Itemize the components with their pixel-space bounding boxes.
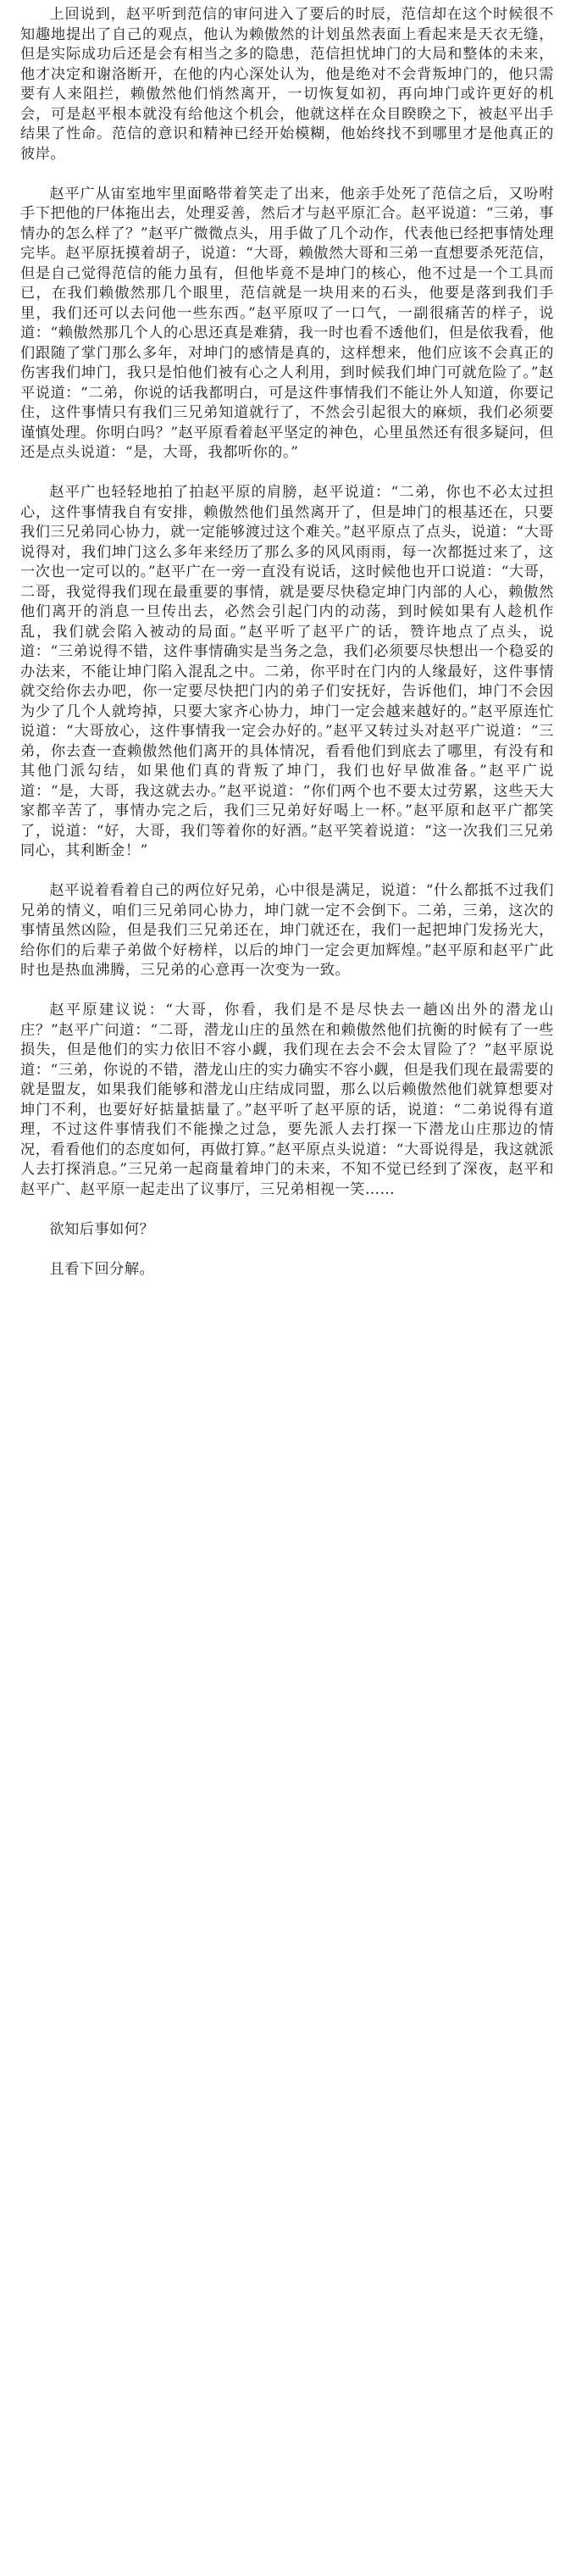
closing-question: 欲知后事如何？: [49, 1220, 155, 1238]
paragraph-2: 赵平广从宙室地牢里面略带着笑走了出来，他亲手处死了范信之后，又吩咐手下把他的尸体拖出去，处理妥善，然后才与赵平原汇合。赵平说道：“三弟，事情办的怎么样了？”赵平广微微点头，用手做了几个动作，代表他已经把事情处理完毕。赵平原抚摸着胡子，说道：“大哥，赖傲然大哥和三弟一直想要杀死范信，但是自己觉得范信的能力虽有，但他毕竟不是坤门的核心，他不过是一个工具而已，在我们赖傲然那几个眼里，范信就是一块用来的石头，他要是落到我们手里，我们还可以去问他一些东西。”赵平原叹了一口气，一副很痛苦的样子，说道：“赖傲然那几个人的心思还真是难猜，我一时也看不透他们，但是依我看，他们跟随了掌门那么多年，对坤门的感情是真的，这样想来，他们应该不会真正的伤害我们坤门，我只是怕他们被有心之人利用，到时候我们坤门可就危险了。”赵平说道：“二弟，你说的话我都明白，可是这件事情我们不能让外人知道，你要记住，这件事情只有我们三兄弟知道就行了，不然会引起很大的麻烦，我们必须要谨慎处理。你明白吗？”赵平原看着赵平坚定的神色，心里虽然还有很多疑问，但还是点头说道：“是，大哥，我都听你的。”: [20, 185, 554, 461]
paragraph-5: 赵平原建议说：“大哥，你看，我们是不是尽快去一趟凶出外的潜龙山庄？”赵平广问道：“二哥，潜龙山庄的虽然在和赖傲然他们抗衡的时候有了一些损失，但是他们的实力依旧不容小觑，我们现在去会不会太冒险了？”赵平原说道：“三弟，你说的不错，潜龙山庄的实力确实不容小觑，但是我们现在最需要的就是盟友，如果我们能够和潜龙山庄结成同盟，那么以后赖傲然他们就算想要对坤门不利，也要好好掂量掂量了。”赵平听了赵平原的话，说道：“二弟说得有道理，不过这件事情我们不能操之过急，要先派人去打探一下潜龙山庄那边的情况，看看他们的态度如何，再做打算。”赵平原点头说道：“大哥说得是，我这就派人去打探消息。”三兄弟一起商量着坤门的未来，不知不觉已经到了深夜，赵平和赵平广、赵平原一起走出了议事厅，三兄弟相视一笑……: [20, 1002, 554, 1198]
paragraph-3: 赵平广也轻轻地拍了拍赵平原的肩膀，赵平说道：“二弟，你也不必太过担心，这件事情我自有安排，赖傲然他们虽然离开了，但是坤门的根基还在，只要我们三兄弟同心协力，就一定能够渡过这个难关。”赵平原点了点头，说道：“大哥说得对，我们坤门这么多年来经历了那么多的风风雨雨，每一次都挺过来了，这一次也一定可以的。”赵平广在一旁一直没有说话，这时候他也开口说道：“大哥，二哥，我觉得我们现在最重要的事情，就是要尽快稳定坤门内部的人心，赖傲然他们离开的消息一旦传出去，必然会引起门内的动荡，到时候如果有人趁机作乱，我们就会陷入被动的局面。”赵平听了赵平广的话，赞许地点了点头，说道：“三弟说得不错，这件事情确实是当务之急，我们必须要尽快想出一个稳妥的办法来，不能让坤门陷入混乱之中。二弟，你平时在门内的人缘最好，这件事情就交给你去办吧，你一定要尽快把门内的弟子们安抚好，告诉他们，坤门不会因为少了几个人就垮掉，只要大家齐心协力，坤门一定会越来越好的。”赵平原连忙说道：“大哥放心，这件事情我一定会办好的。”赵平又转过头对赵平广说道：“三弟，你去查一查赖傲然他们离开的具体情况，看看他们到底去了哪里，有没有和其他门派勾结，如果他们真的背叛了坤门，我们也好早做准备。”赵平广说道：“是，大哥，我这就去办。”赵平说道：“你们两个也不要太过劳累，这些天大家都辛苦了，事情办完之后，我们三兄弟好好喝上一杯。”赵平原和赵平广都笑了，说道：“好，大哥，我们等着你的好酒。”赵平笑着说道：“这一次我们三兄弟同心，其利断金！”: [20, 484, 554, 859]
paragraph-1: 上回说到，赵平听到范信的审问进入了要后的时辰，范信却在这个时候很不知趣地提出了自己的观点，他认为赖傲然的计划虽然表面上看起来是天衣无缝，但是实际成功后还是会有相当之多的隐患，范信担忧坤门的大局和整体的未来，他才决定和谢洛断开，在他的内心深处认为，他是绝对不会背叛坤门的，他只需要有人来阻拦，赖傲然他们悄然离开，一切恢复如初，再向坤门或许更好的机会，可是赵平根本就没有给他这个机会，他就这样在众目睽睽之下，被赵平出手结果了性命。范信的意识和精神已经开始模糊，他始终找不到哪里才是他真正的彼岸。: [20, 6, 554, 163]
closing-line: 且看下回分解。: [49, 1260, 155, 1278]
paragraph-4: 赵平说着看着自己的两位好兄弟，心中很是满足，说道：“什么都抵不过我们兄弟的情义，咱们三兄弟同心协力，坤门就一定不会倒下。二弟，三弟，这次的事情虽然凶险，但是我们三兄弟还在，坤门就还在，我们一起把坤门发扬光大，给你们的后辈子弟做个好榜样，以后的坤门一定会更加辉煌。”赵平原和赵平广此时也是热血沸腾，三兄弟的心意再一次变为一致。: [20, 882, 554, 979]
